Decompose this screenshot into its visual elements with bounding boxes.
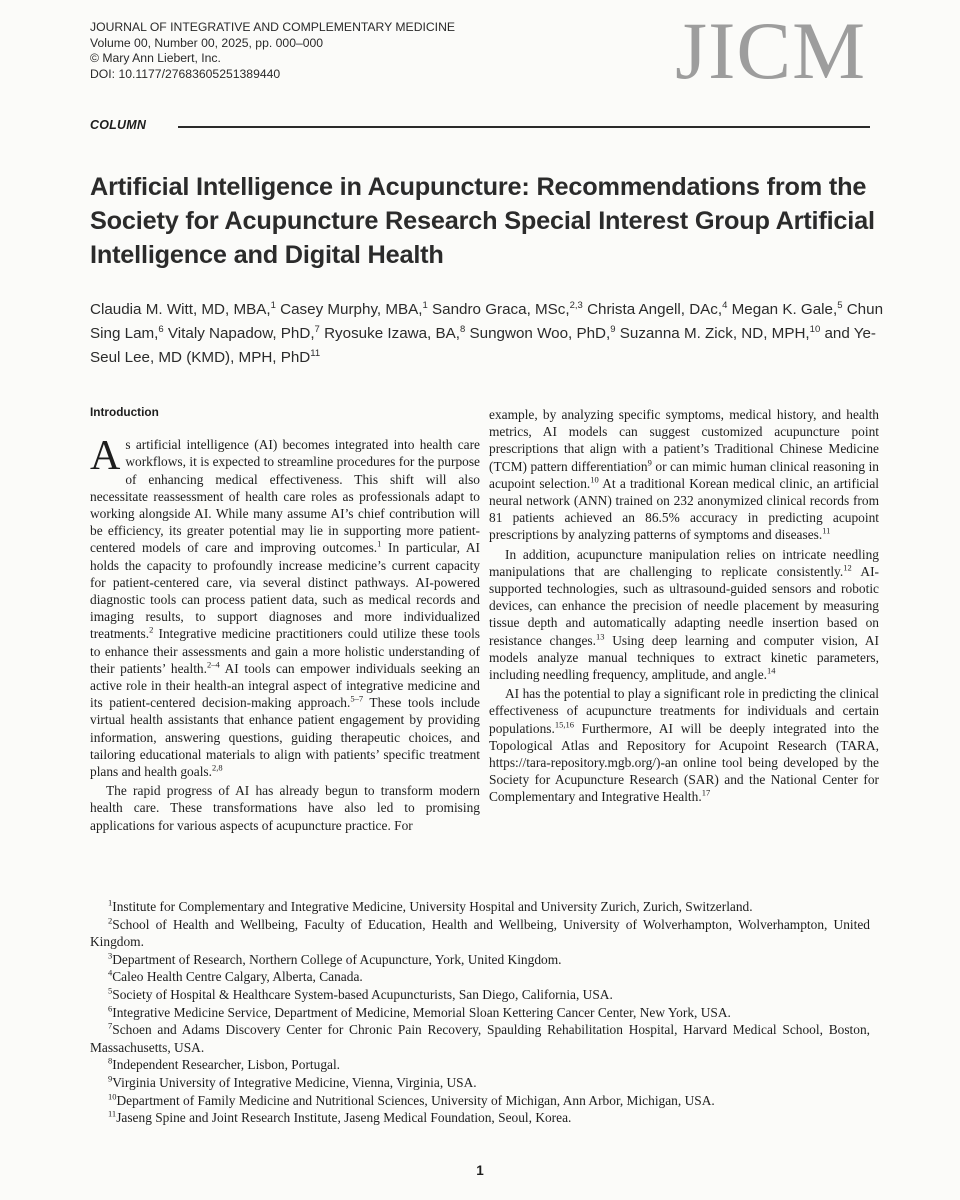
author-affiliation-number: 1	[422, 299, 428, 311]
author	[470, 325, 616, 342]
copyright: © Mary Ann Liebert, Inc.	[90, 51, 221, 65]
affiliation-number: 11	[108, 1108, 117, 1119]
author-name: Sandro Graca, MSc,	[432, 301, 570, 318]
journal-info	[90, 20, 455, 82]
text-run: example, by analyzing specific symptoms, medical history, and health metrics, AI models can suggest customized acupuncture point prescriptions that align with a patient’s Traditional Chinese Medicine (TCM) pattern differentiation	[489, 407, 879, 474]
author-name: Casey Murphy, MBA,	[280, 301, 423, 318]
affiliations	[90, 898, 870, 1127]
body-column-left	[90, 404, 480, 834]
author-name: Vitaly Napadow, PhD,	[167, 325, 315, 342]
affiliation-number: 6	[108, 1003, 113, 1014]
affiliation-text: Integrative Medicine Service, Department of Medicine, Memorial Sloan Kettering Cancer Center, New York, USA.	[112, 1004, 731, 1020]
affiliation-text: Jaseng Spine and Joint Research Institute, Jaseng Medical Foundation, Seoul, Korea.	[116, 1110, 572, 1126]
affiliation-item	[90, 1092, 870, 1110]
citation-superscript: 11	[822, 525, 831, 536]
author-affiliation-number: 10	[809, 323, 821, 335]
affiliation-text: Department of Research, Northern College of Acupuncture, York, United Kingdom.	[112, 951, 562, 967]
author	[620, 325, 820, 342]
affiliation-item	[90, 916, 870, 951]
journal-logo: JICM	[675, 5, 866, 96]
paragraph	[489, 406, 879, 544]
affiliation-text: Society of Hospital & Healthcare System-based Acupuncturists, San Diego, California, USA.	[112, 986, 613, 1002]
text-run: Using deep learning and computer vision, AI models analyze manual techniques to extract kinetic parameters, including needling frequency, amplitude, and angle.	[489, 632, 879, 683]
paragraph	[489, 546, 879, 684]
text-run: At a traditional Korean medical clinic, an artificial neural network (ANN) trained on 232 anonymized clinical records from 81 patients achieved an 86.5% accuracy in predicting acupoint prescriptions by analyzing patterns of symptoms and diseases.	[489, 475, 879, 543]
author-affiliation-number: 5	[837, 299, 843, 311]
author	[324, 325, 465, 342]
affiliation-text: Department of Family Medicine and Nutritional Sciences, University of Michigan, Ann Arbor, Michigan, USA.	[116, 1092, 715, 1108]
body-column-right	[489, 406, 879, 806]
author-list	[90, 298, 890, 370]
affiliation-number: 2	[108, 915, 113, 926]
author-name: Christa Angell, DAc,	[587, 301, 723, 318]
citation-superscript: 2–4	[206, 659, 220, 670]
text-run: In particular, AI holds the capacity to profoundly increase medicine’s current capacity for patient-centered care, via several distinct pathways. AI-powered diagnostic tools can process patient data, such as medical records and imaging results, to support diagnoses and more individualized treatments.	[90, 540, 480, 642]
paragraph	[90, 782, 480, 834]
text-run: In addition, acupuncture manipulation relies on intricate needling manipulations that are challenging to replicate consistently.	[489, 546, 879, 579]
affiliation-number: 7	[108, 1020, 113, 1031]
affiliation-number: 8	[108, 1055, 113, 1066]
volume-line: Volume 00, Number 00, 2025, pp. 000–000	[90, 35, 324, 50]
paragraph	[489, 685, 879, 805]
section-label: COLUMN	[90, 118, 147, 132]
paragraph	[90, 433, 481, 780]
author	[168, 325, 320, 342]
drop-cap: A	[90, 433, 121, 480]
text-run: AI has the potential to play a significant role in predicting the clinical effectiveness of acupuncture treatments for individuals and certain populations.	[489, 686, 879, 736]
affiliation-item	[90, 1074, 870, 1092]
citation-superscript: 12	[843, 562, 852, 573]
author-name: Suzanna M. Zick, ND, MPH,	[619, 325, 810, 342]
affiliation-text: School of Health and Wellbeing, Faculty of Education, Health and Wellbeing, University of Wolverhampton, Wolverhampton, United Kingdom.	[90, 916, 870, 950]
citation-superscript: 2,8	[211, 762, 223, 773]
affiliation-item	[90, 1004, 870, 1022]
author	[587, 301, 727, 318]
author-affiliation-number: 9	[610, 323, 616, 335]
author-affiliation-number: 7	[314, 323, 320, 335]
section-rule	[178, 126, 870, 128]
author-affiliation-number: 11	[310, 347, 321, 359]
author-affiliation-number: 4	[722, 299, 728, 311]
text-run: The rapid progress of AI has already begun to transform modern health care. These transformations have also led to promising applications for various aspects of acupuncture practice. For	[90, 783, 480, 833]
paragraph-text	[90, 433, 481, 780]
author-affiliation-number: 8	[459, 323, 466, 335]
text-run: AI tools can empower individuals seeking an active role in their health-an integral aspect of integrative medicine and its patient-centered decision-making approach.	[90, 660, 481, 711]
citation-superscript: 17	[701, 788, 711, 798]
affiliation-number: 1	[108, 897, 113, 908]
affiliation-text: Virginia University of Integrative Medicine, Vienna, Virginia, USA.	[112, 1074, 477, 1090]
citation-superscript: 14	[767, 665, 776, 676]
affiliation-number: 5	[108, 985, 113, 996]
article-title: Artificial Intelligence in Acupuncture: Recommendations from the Society for Acupuncture Research Special Interest Group Artificial Intelligence and Digital Health	[90, 173, 875, 269]
doi: DOI: 10.1177/27683605251389440	[90, 66, 281, 81]
citation-superscript: 9	[647, 457, 652, 468]
author-affiliation-number: 1	[270, 299, 276, 311]
text-run: or can mimic human clinical reasoning in acupoint selection.	[489, 458, 879, 491]
affiliation-item	[90, 986, 870, 1004]
author-name: Claudia M. Witt, MD, MBA,	[90, 301, 271, 318]
text-run: Furthermore, AI will be deeply integrated into the Topological Atlas and Repository for Acupoint Research (TARA, https://tara-repository.mgb.org/)-an online tool being developed by the Society for Acupuncture Research (SAR) and the National Center for Complementary and Integrative Health.	[489, 720, 879, 805]
text-run: Integrative medicine practitioners could utilize these tools to enhance their assessments and gain a more holistic understanding of their patients’ health.	[90, 626, 480, 676]
affiliation-text: Caleo Health Centre Calgary, Alberta, Canada.	[112, 969, 363, 985]
journal-name: JOURNAL OF INTEGRATIVE AND COMPLEMENTARY MEDICINE	[90, 20, 455, 34]
affiliation-text: Institute for Complementary and Integrative Medicine, University Hospital and University Zurich, Zurich, Switzerland.	[112, 899, 753, 914]
author-name: Sungwon Woo, PhD,	[469, 325, 611, 342]
author	[90, 301, 276, 318]
author-affiliation-number: 6	[158, 323, 164, 335]
affiliation-item	[90, 1056, 870, 1074]
citation-superscript: 13	[595, 631, 605, 642]
text-run: AI-supported technologies, such as ultrasound-guided sensors and robotic devices, can enhance the precision of needle placement by measuring tissue depth and automatically adapting needle insertion based on resistance changes.	[489, 563, 880, 648]
author	[280, 301, 428, 318]
affiliation-number: 4	[108, 967, 113, 978]
affiliation-item	[90, 951, 870, 969]
affiliation-item	[90, 1109, 870, 1127]
affiliation-item	[90, 968, 870, 986]
author	[432, 301, 583, 318]
affiliation-number: 9	[108, 1073, 113, 1084]
affiliation-number: 3	[108, 950, 113, 961]
affiliation-text: Independent Researcher, Lisbon, Portugal.	[112, 1057, 341, 1073]
citation-superscript: 2	[149, 624, 154, 635]
author-name: Megan K. Gale,	[731, 301, 838, 318]
affiliation-item	[90, 1021, 870, 1056]
affiliation-number: 10	[108, 1091, 117, 1102]
text-run: These tools include virtual health assistants that enhance patient engagement by providing information, answering questions, guiding therapeutic choices, and tailoring educational materials to align with patients’ specific treatment plans and health goals.	[90, 695, 480, 780]
citation-superscript: 1	[377, 538, 382, 549]
author-name: Ryosuke Izawa, BA,	[324, 325, 460, 342]
affiliation-item	[90, 898, 870, 916]
author-name: Chun Sing Lam,	[90, 301, 884, 342]
author-name: and Ye-Seul Lee, MD (KMD), MPH, PhD	[90, 325, 876, 366]
author	[732, 301, 843, 318]
citation-superscript: 5–7	[350, 693, 364, 704]
text-run: s artificial intelligence (AI) becomes integrated into health care workflows, it is expected to streamline procedures for the purpose of enhancing medical effectiveness. This shift will also necessitate reassessment of health care roles as professionals adapt to working alongside AI. While many assume AI’s chief contribution will be efficiency, its greater potential may lie in supporting more patient-centered models of care and improving outcomes.	[90, 437, 480, 556]
citation-superscript: 10	[590, 474, 599, 485]
section-heading: Introduction	[90, 405, 159, 419]
page-number: 1	[476, 1163, 484, 1178]
citation-superscript: 15,16	[554, 719, 574, 730]
affiliation-text: Schoen and Adams Discovery Center for Chronic Pain Recovery, Spaulding Rehabilitation Hospital, Harvard Medical School, Boston, Massachusetts, USA.	[90, 1022, 870, 1055]
author-affiliation-number: 2,3	[569, 299, 583, 311]
